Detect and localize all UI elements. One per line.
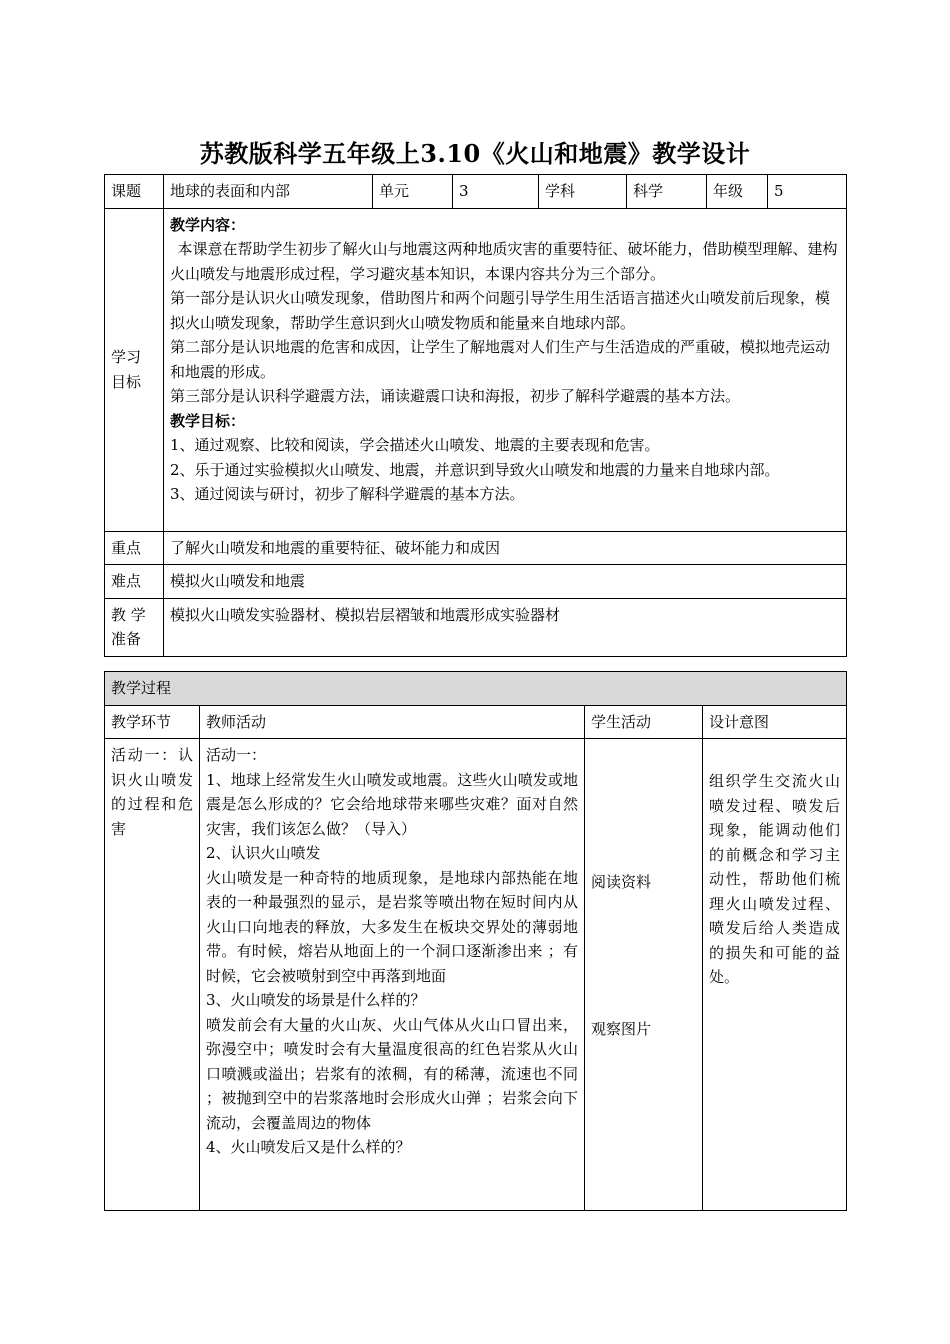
teacher-line: 活动一：	[206, 746, 267, 764]
objectives-label: 学习 目标	[105, 208, 164, 531]
student-activity	[585, 739, 703, 1211]
content-heading: 教学内容：	[170, 215, 246, 234]
grade-value: 5	[768, 175, 847, 209]
difficulty-label: 难点	[105, 565, 164, 599]
grade-label: 年级	[707, 175, 768, 209]
teacher-line: 3、火山喷发的场景是什么样的？	[206, 991, 426, 1009]
preparation-label: 教 学 准备	[105, 598, 164, 656]
content-paragraph: 第二部分是认识地震的危害和成因，让学生了解地震对人们生产与生活造成的严重破，模拟地壳运动和地震的形成。	[170, 338, 831, 381]
unit-label: 单元	[373, 175, 453, 209]
topic-label: 课题	[105, 175, 164, 209]
content-paragraph: 第三部分是认识科学避震方法，诵读避震口诀和海报，初步了解科学避震的基本方法。	[170, 387, 741, 405]
student-activity-item: 观察图片	[591, 1019, 652, 1038]
teacher-activity	[200, 739, 585, 1211]
design-intent-text: 组织学生交流火山喷发过程、喷发后现象，能调动他们的前概念和学习主动性，帮助他们梳理火山喷发过程、喷发后给人类造成的损失和可能的益处。	[709, 772, 841, 986]
unit-value: 3	[453, 175, 539, 209]
teacher-line: 2、认识火山喷发	[206, 844, 321, 862]
content-paragraph: 第一部分是认识火山喷发现象，借助图片和两个问题引导学生用生活语言描述火山喷发前后现象，模拟火山喷发现象，帮助学生意识到火山喷发物质和能量来自地球内部。	[170, 289, 831, 332]
goals-heading: 教学目标：	[170, 411, 246, 430]
column-header: 设计意图	[703, 705, 847, 739]
process-header: 教学过程	[105, 672, 847, 706]
difficulty-value: 模拟火山喷发和地震	[164, 565, 847, 599]
stage-cell: 活动一：认识火山喷发的过程和危害	[105, 739, 200, 1211]
goal-item: 3、通过阅读与研讨，初步了解科学避震的基本方法。	[170, 485, 525, 503]
preparation-value: 模拟火山喷发实验器材、模拟岩层褶皱和地震形成实验器材	[164, 598, 847, 656]
topic-value: 地球的表面和内部	[164, 175, 373, 209]
teaching-process-table	[104, 671, 847, 1211]
lesson-info-table	[104, 174, 847, 657]
column-header: 学生活动	[585, 705, 703, 739]
teacher-line: 火山喷发是一种奇特的地质现象，是地球内部热能在地表的一种最强烈的显示，是岩浆等喷出物在短时间内从火山口向地表的释放，大多发生在板块交界处的薄弱地带。有时候，熔岩从地面上的一个洞口逐渐渗出来 ；有时候，它会被喷射到空中再落到地面	[206, 868, 578, 985]
teacher-line: 喷发前会有大量的火山灰、火山气体从火山口冒出来，弥漫空中；喷发时会有大量温度很高的红色岩浆从火山口喷溅或溢出；岩浆有的浓稠，有的稀薄，流速也不同 ；被抛到空中的岩浆落地时会形成火山弹 ；岩浆会向下流动，会覆盖周边的物体	[206, 1015, 578, 1132]
teacher-line: 4、火山喷发后又是什么样的？	[206, 1138, 411, 1156]
subject-label: 学科	[539, 175, 627, 209]
content-paragraph: 本课意在帮助学生初步了解火山与地震这两种地质灾害的重要特征、破坏能力，借助模型理解、建构火山喷发与地震形成过程，学习避灾基本知识，本课内容共分为三个部分。	[170, 240, 838, 283]
objectives-content	[164, 208, 847, 531]
design-intent	[703, 739, 847, 1211]
goal-item: 1、通过观察、比较和阅读，学会描述火山喷发、地震的主要表现和危害。	[170, 436, 660, 454]
key-point-label: 重点	[105, 531, 164, 565]
column-header: 教学环节	[105, 705, 200, 739]
student-activity-item: 阅读资料	[591, 873, 652, 891]
goal-item: 2、乐于通过实验模拟火山喷发、地震，并意识到导致火山喷发和地震的力量来自地球内部。	[170, 460, 780, 479]
teacher-line: 1、地球上经常发生火山喷发或地震。这些火山喷发或地震是怎么形成的？它会给地球带来哪些灾难？面对自然灾害，我们该怎么做？（导入）	[206, 770, 578, 838]
column-header: 教师活动	[200, 705, 585, 739]
key-point-value: 了解火山喷发和地震的重要特征、破坏能力和成因	[164, 531, 847, 565]
page-title: 苏教版科学五年级上3.10《火山和地震》教学设计	[199, 139, 751, 168]
subject-value: 科学	[627, 175, 707, 209]
